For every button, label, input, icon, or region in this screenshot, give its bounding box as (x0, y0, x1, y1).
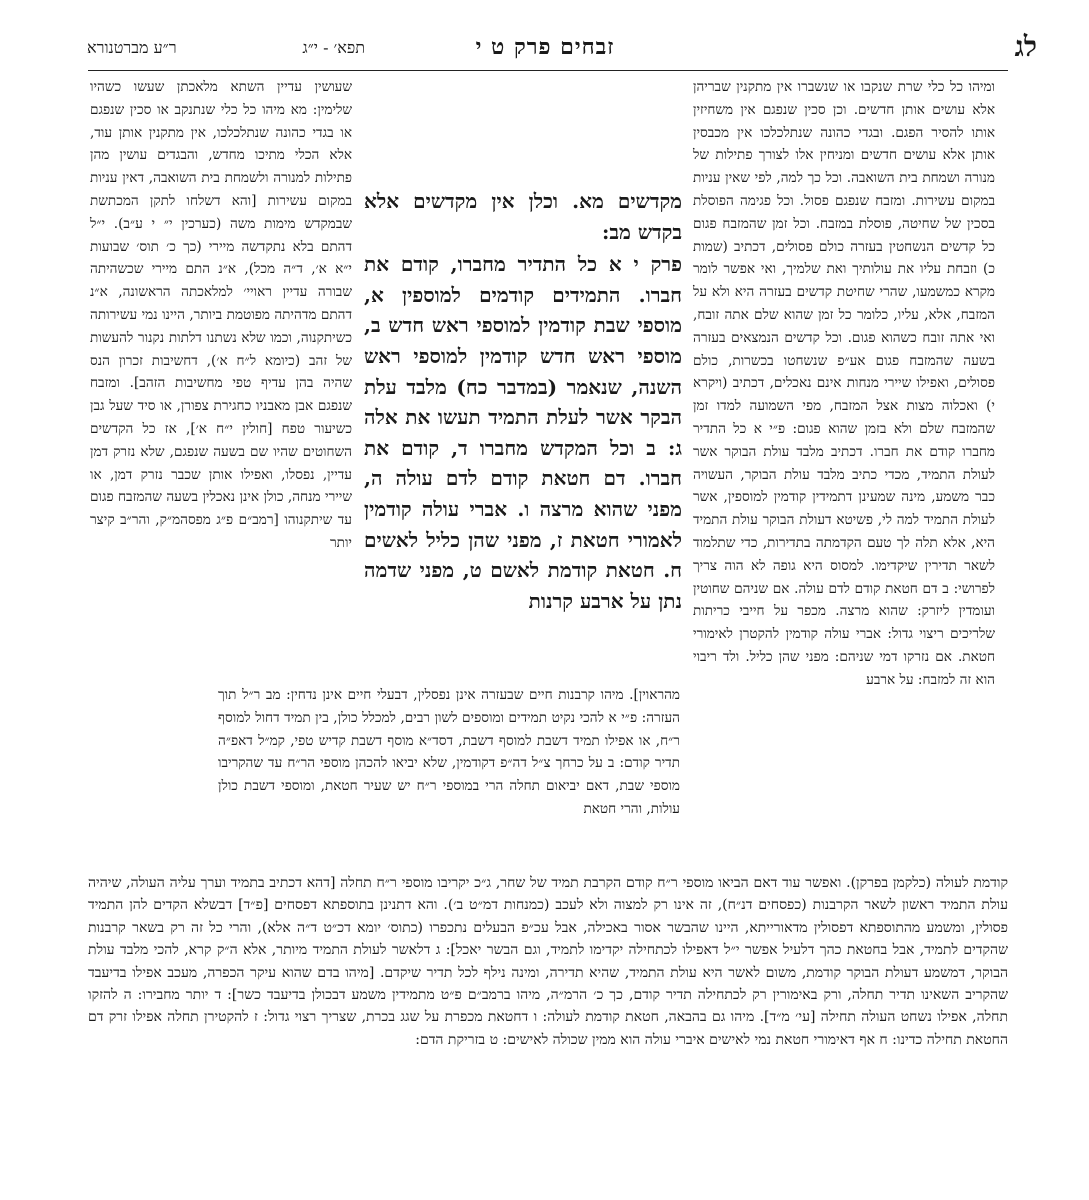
mishna-text: פרק י א כל התדיר מחברו, קודם את חברו. התמידים קודמים למוספין א, מוספי שבת קודמין למוספי ראש חדש ב, מוספי ראש חדש קודמין למוספי ראש השנה, שנאמר (במדבר כח) מלבד עלת הבקר אשר לעלת התמיד תעשו את אלה ג: ב וכל המקדש מחברו ד, קודם את חברו. דם חטאת קודם לדם עולה ה, מפני שהוא מרצה ו. אברי עולה קודמין לאמורי חטאת ז, מפני שהן כליל לאשים ח. חטאת קודמת לאשם ט, מפני שדמה נתן על ארבע קרנות (364, 252, 683, 613)
mishna-column (364, 186, 682, 616)
bottom-commentary (88, 872, 1008, 1051)
bartenura-text: ומיהו כל כלי שרת שנקבו או שנשברו אין מתקנין שבריהן אלא עושים אותן חדשים. וכן סכין שנפגם אין משחיזין אותו להסיר הפגם. ובגדי כהונה שנתלכלכו אין מכבסין אותן אלא עושים חדשים ומניחין אלו לצורך פתילות של מנורה ושמחת בית השואבה. וכל כך למה, לפי שאין עניות במקום עשירות. ומזבח שנפגם פסול. וכל פגימה הפוסלת בסכין של שחיטה, פוסלת במזבח. וכל זמן שהמזבח פגום כל קדשים הנשחטין בעזרה כולם פסולים, דכתיב (שמות כ) וזבחת עליו את עולותיך ואת שלמיך, ואי אפשר לומר מקרא כמשמעו, שהרי שחיטת קדשים בעזרה היא ולא על המזבח, אלא, עליו, כלומר כל זמן שהוא שלם אתה זובח, ואי אתה זובח כשהוא פגום. וכל קדשים הנמצאים בעזרה בשעה שהמזבח פגום אע״פ שנשחטו בכשרות, כולם פסולים, ואפילו שיירי מנחות אינם נאכלים, דכתיב (ויקרא י) ואכלוה מצות אצל המזבח, מפי השמועה למדו זמן שהמזבח שלם ולא בזמן שהוא פגום: פ״י א כל התדיר מחברו קודם את חברו. דכתיב מלבד עולת הבוקר אשר לעולת התמיד, מכדי כתיב מלבד עולת הבוקר, העשויה כבר משמע, מינה שמעינן דתמידין קודמין למוספין, אשר לעולת התמיד למה לי, פשיטא דעולת הבוקר עולת התמיד היא, אלא תלה לך טעם הקדמתה בתדירות, כדי שתלמוד לשאר תדירין שיקדימו. למסוס היא גופה לא הוה צריך לפרושי: ב דם חטאת קודם לדם עולה. אם שניהם שחוטין ועומדין ליזרק: שהוא מרצה. מכפר על חייבי כריתות שלריכים ריצוי גדול: אברי עולה קודמין להקטרן לאימורי חטאת. אם נזרקו דמי שניהם: מפני שהן כליל. ולד ריבוי הוא זה למזבח: על ארבע (693, 79, 995, 688)
tiferet-continuation (218, 684, 680, 821)
mishna-range: תפא׳ - י״ג (302, 38, 365, 57)
tiferet-yisrael-commentary (90, 76, 352, 555)
page-number: לג (1014, 30, 1037, 63)
commentator-name: ר״ע מברטנורא (87, 38, 177, 57)
mishna-top: מקדשים מא. וכלן אין מקדשים אלא בקדש מב: (364, 189, 682, 244)
bottom-text: קודמת לעולה (כלקמן בפרקן). ואפשר עוד דאם הביאו מוספי ר״ח קודם הקרבת תמיד של שחר, ג״כ יקריבו מוספי ר״ח תחלה [דהא דכתיב בתמיד וערך עליה העולה, שיהיה עולת התמיד ראשון לשאר הקרבנות (כפסחים דנ״ח), זה אינו רק למצוה ולא לעכב (כמנחות דמ״ט ב׳). והא דתנינן בתוספתא דפסחים [פ״ד] דבשלא הקדים להן התמיד פסולין, ומשמע מהתוספתא דפסולין מדאורייתא, היינו שהבשר אסור באכילה, אבל עכ״פ הבעלים נתכפרו (כתוס׳ יומא דכ״ט ד״ה אלא), והרי כל זה רק בשאר קרבנות שהקדים לתמיד, אבל בחטאת כהך דלעיל אפשר י״ל דאפילו לכתחילה יקדימו לתמיד, וגם הבשר יאכל]: ג דלאשר לעולת התמיד מיותר, אלא ה״ק קרא, להכי מלבד עולת הבוקר, דמשמע דעולת הבוקר קודמת, משום לאשר היא עולת התמיד, שהיא תדירה, ומינה נילף לכל תדיר שיקדם. [מיהו בדם שהוא עיקר הכפרה, מעכב אפילו בדיעבד שהקריב השאינו תדיר תחלה, ורק באימורין רק לכתחילה תדיר קודם, כך כ׳ הרמ״ה, מיהו ברמב״ם פ״ט מתמידין משמע דבכולן בדיעבד כשר]: ד יותר מחבירו: ה להזקו תחלה, אפילו נשחט העולה תחילה [עי׳ מ״ד]. מיהו גם בהבאה, חטאת קודמת לעולה: ו דחטאת מכפרת על שגג בכרת, שצריך רצוי גדול: ז להקטירן תחלה אפילו זרק דם החטאת תחילה כדינו: ח אף דאימורי חטאת נמי לאישים איברי עולה הוא ממין שכולה לאישים: ט בזריקת הדם: (88, 875, 1008, 1048)
tractate-title: זבחים פרק ט י (475, 34, 615, 60)
bartenura-commentary (693, 76, 995, 692)
tiferet-text: שעושין עדיין השתא מלאכתן שעשו כשהיו שלימין: מא מיהו כל כלי שנתנקב או סכין שנפגם או בגדי כהונה שנתלכלכו, אין מתקנין אותן עוד, אלא הכלי מתיכו מחדש, והבגדים עושין מהן פתילות למנורה ולשמחת בית השואבה, דאין עניות במקום עשירות [והא דשלחו לתקן המכתשת שבמקדש מימות משה (כערכין י״ י ע״ב). י״ל דהתם בלא נתקדשה מיירי (כך כ׳ תוס׳ שבועות י״א א׳, ד״ה מכל), א״נ התם מיירי שכשהיתה שבורה עדיין ראויי׳ למלאכתה הראשונה, א״נ דהתם מדהיתה מפוטמת ביותר, היינו נמי עשירותה כשיתקנוה, וכמו שלא נשתנו דלתות נקנור להעשות של זהב (כיומא ל״ח א׳), דחשיבות זכרון הנס שהיה בהן עדיף טפי מחשיבות הזהב]. ומזבח שנפגם אבן מאבניו כחגירת צפורן, או סיד שעל גבן כשיעור טפח [חולין י״ח א׳], אז כל הקדשים השחוטים שהיו שם בשעה שנפגם, שלא נזרק דמן עדיין, נפסלו, ואפילו אותן שכבר נזרק דמן, או שיירי מנחה, כולן אינן נאכלין בשעה שהמזבח פגום עד שיתקנוהו [רמב״ם פ״ג מפסהמ״ק, והר״ב קיצר יותר (90, 79, 352, 551)
header-rule (88, 70, 1008, 71)
tiferet-continuation-text: מהראוין]. מיהו קרבנות חיים שבעזרה אינן נפסלין, דבעלי חיים אינן נדחין: מב ר״ל תוך העזרה: פ״י א להכי נקיט תמידים ומוספים לשון רבים, למכלל כולן, בין תמיד דחול למוסף ר״ח, או אפילו תמיד דשבת למוסף דשבת, דסד״א מוסף דשבת קדיש טפי, קמ״ל דאפ״ה תדיר קודם: ב על כרחך צ״ל דה״פ דקודמין, שלא יביאו להכהן מוספי הר״ח עד שהקריבו מוספי שבת, דאם יביאום תחלה הרי במוספי ר״ח יש שעיר חטאת, ומוספי דשבת כולן עולות, והרי חטאת (218, 687, 680, 817)
page-header (87, 30, 1037, 70)
